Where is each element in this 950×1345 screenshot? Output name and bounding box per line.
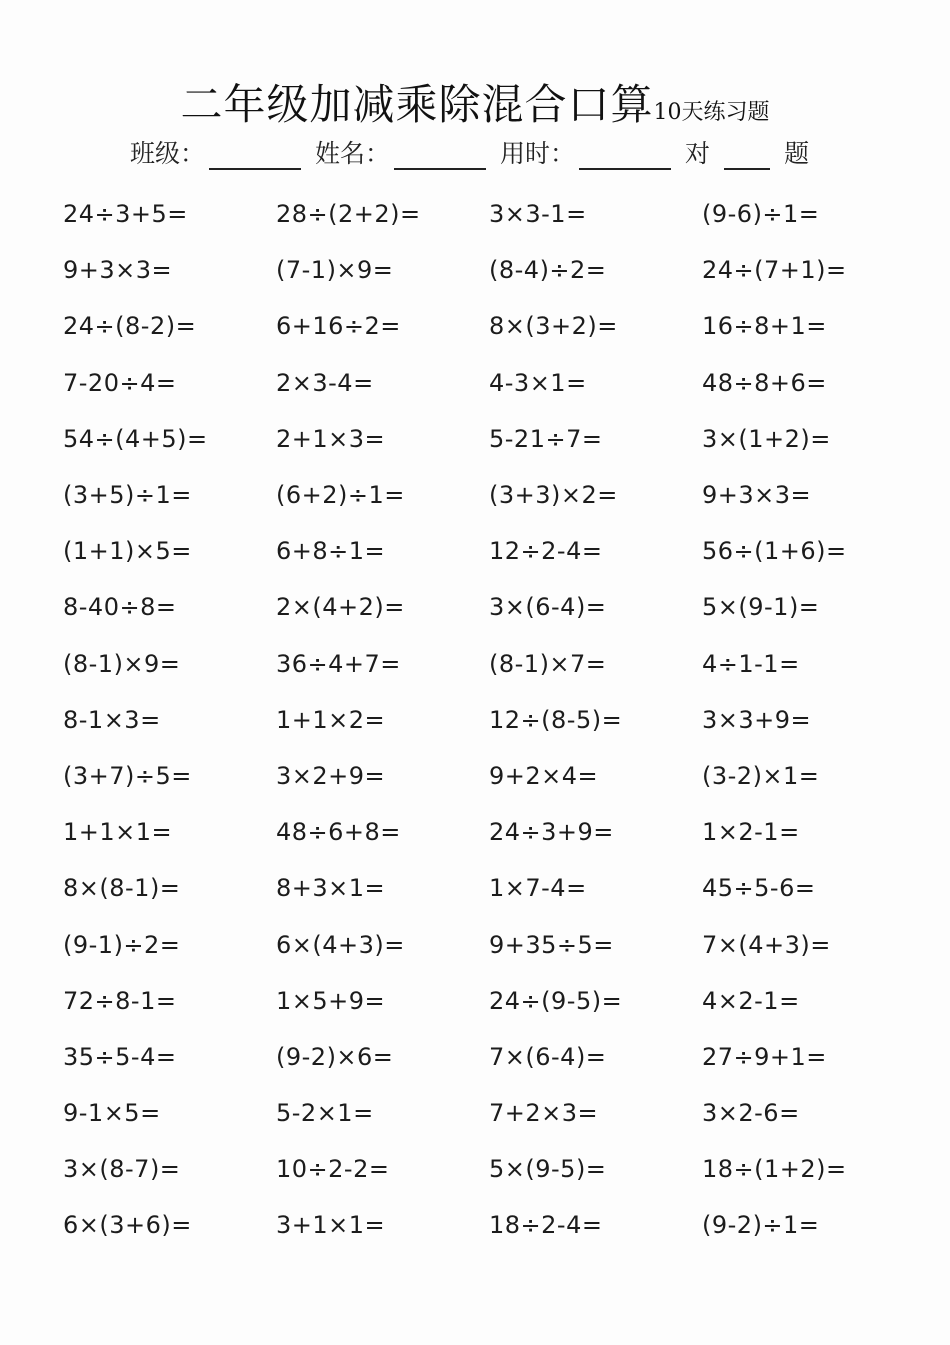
- problem-row: [63, 242, 923, 298]
- problem-item: 4×2-1=: [702, 986, 800, 1015]
- problem-row: [63, 748, 923, 804]
- problem-row: [63, 1085, 923, 1141]
- problem-row: [63, 467, 923, 523]
- problem-item: 12÷(8-5)=: [489, 705, 623, 734]
- problem-row: [63, 1141, 923, 1197]
- problem-item: 9+3×3=: [63, 256, 173, 285]
- worksheet-title: [0, 72, 950, 132]
- problem-item: (8-1)×7=: [489, 649, 607, 678]
- problem-item: 4-3×1=: [489, 368, 587, 397]
- problem-item: 7+2×3=: [489, 1099, 599, 1128]
- problem-item: 10÷2-2=: [276, 1155, 390, 1184]
- problem-row: [63, 973, 923, 1029]
- problem-row: [63, 692, 923, 748]
- problem-item: (9-1)÷2=: [63, 930, 181, 959]
- problem-row: [63, 860, 923, 916]
- student-info-row: [130, 134, 809, 170]
- problem-item: 18÷(1+2)=: [702, 1155, 847, 1184]
- class-label: 班级：: [130, 139, 206, 168]
- problem-item: 24÷(9-5)=: [489, 986, 623, 1015]
- problem-item: (7-1)×9=: [276, 256, 394, 285]
- problem-item: 6+16÷2=: [276, 312, 401, 341]
- problem-item: 3×(1+2)=: [702, 424, 831, 453]
- problem-item: 8+3×1=: [276, 874, 386, 903]
- problem-item: (9-2)×6=: [276, 1042, 394, 1071]
- problem-item: 1+1×2=: [276, 705, 386, 734]
- problem-item: (6+2)÷1=: [276, 481, 405, 510]
- problem-item: 48÷6+8=: [276, 818, 401, 847]
- problem-item: 6×(4+3)=: [276, 930, 405, 959]
- problem-item: (3-2)×1=: [702, 761, 820, 790]
- name-label: 姓名：: [315, 139, 391, 168]
- problem-item: 7-20÷4=: [63, 368, 177, 397]
- problem-item: 45÷5-6=: [702, 874, 816, 903]
- class-field: [130, 134, 315, 170]
- problem-item: (9-6)÷1=: [702, 200, 820, 229]
- problem-item: 3×3-1=: [489, 200, 587, 229]
- problem-item: 1×5+9=: [276, 986, 386, 1015]
- problem-row: [63, 1029, 923, 1085]
- problem-item: 18÷2-4=: [489, 1211, 603, 1240]
- time-blank[interactable]: [579, 144, 671, 170]
- name-field: [315, 134, 500, 170]
- problem-item: 35÷5-4=: [63, 1042, 177, 1071]
- problem-item: 27÷9+1=: [702, 1042, 827, 1071]
- time-field: [500, 134, 685, 170]
- problem-item: 8×(8-1)=: [63, 874, 181, 903]
- problem-row: [63, 298, 923, 354]
- score-blank[interactable]: [724, 144, 770, 170]
- title-main: 二年级加减乘除混合口算: [180, 80, 654, 129]
- problem-item: 5-21÷7=: [489, 424, 603, 453]
- problem-item: 2+1×3=: [276, 424, 386, 453]
- problem-item: 8-40÷8=: [63, 593, 177, 622]
- problem-item: 9+35÷5=: [489, 930, 614, 959]
- problem-item: (8-4)÷2=: [489, 256, 607, 285]
- problem-item: 24÷(8-2)=: [63, 312, 197, 341]
- problem-item: 1×7-4=: [489, 874, 587, 903]
- problem-item: 9+3×3=: [702, 481, 812, 510]
- problem-item: 3×(6-4)=: [489, 593, 607, 622]
- problem-item: 9-1×5=: [63, 1099, 161, 1128]
- problem-item: (1+1)×5=: [63, 537, 192, 566]
- problem-row: [63, 523, 923, 579]
- problem-item: 5×(9-5)=: [489, 1155, 607, 1184]
- problem-row: [63, 579, 923, 635]
- problem-row: [63, 411, 923, 467]
- problem-item: 8-1×3=: [63, 705, 161, 734]
- problem-item: 5-2×1=: [276, 1099, 374, 1128]
- problem-item: (3+7)÷5=: [63, 761, 192, 790]
- problem-row: [63, 355, 923, 411]
- problem-item: 3+1×1=: [276, 1211, 386, 1240]
- problem-item: 7×(6-4)=: [489, 1042, 607, 1071]
- problem-item: 56÷(1+6)=: [702, 537, 847, 566]
- problem-item: 24÷3+9=: [489, 818, 614, 847]
- problem-item: 3×3+9=: [702, 705, 812, 734]
- problem-item: 36÷4+7=: [276, 649, 401, 678]
- problem-item: 1×2-1=: [702, 818, 800, 847]
- problem-item: 72÷8-1=: [63, 986, 177, 1015]
- problem-item: 7×(4+3)=: [702, 930, 831, 959]
- time-label: 用时：: [500, 139, 576, 168]
- problem-item: 48÷8+6=: [702, 368, 827, 397]
- problem-item: 24÷(7+1)=: [702, 256, 847, 285]
- problem-item: 8×(3+2)=: [489, 312, 618, 341]
- problem-item: 3×2-6=: [702, 1099, 800, 1128]
- correct-label: 对: [685, 139, 711, 168]
- problem-item: 16÷8+1=: [702, 312, 827, 341]
- problem-item: (3+5)÷1=: [63, 481, 192, 510]
- problem-item: 28÷(2+2)=: [276, 200, 421, 229]
- problem-item: 3×2+9=: [276, 761, 386, 790]
- problem-item: 9+2×4=: [489, 761, 599, 790]
- problem-item: 6+8÷1=: [276, 537, 386, 566]
- problem-item: 5×(9-1)=: [702, 593, 820, 622]
- problem-item: 2×3-4=: [276, 368, 374, 397]
- problem-item: 54÷(4+5)=: [63, 424, 208, 453]
- problem-item: (9-2)÷1=: [702, 1211, 820, 1240]
- problem-item: 4÷1-1=: [702, 649, 800, 678]
- name-blank[interactable]: [394, 144, 486, 170]
- problem-item: (8-1)×9=: [63, 649, 181, 678]
- problem-row: [63, 916, 923, 972]
- questions-label: 题: [784, 139, 810, 168]
- problem-row: [63, 186, 923, 242]
- problem-item: 12÷2-4=: [489, 537, 603, 566]
- problem-item: (3+3)×2=: [489, 481, 618, 510]
- class-blank[interactable]: [209, 144, 301, 170]
- problem-item: 24÷3+5=: [63, 200, 188, 229]
- problem-row: [63, 1197, 923, 1253]
- problem-item: 1+1×1=: [63, 818, 173, 847]
- problem-row: [63, 804, 923, 860]
- problem-item: 6×(3+6)=: [63, 1211, 192, 1240]
- score-field: [685, 134, 809, 170]
- problem-item: 2×(4+2)=: [276, 593, 405, 622]
- problem-grid: [63, 186, 923, 1254]
- problem-row: [63, 636, 923, 692]
- problem-item: 3×(8-7)=: [63, 1155, 181, 1184]
- title-subtitle: 10天练习题: [653, 100, 770, 125]
